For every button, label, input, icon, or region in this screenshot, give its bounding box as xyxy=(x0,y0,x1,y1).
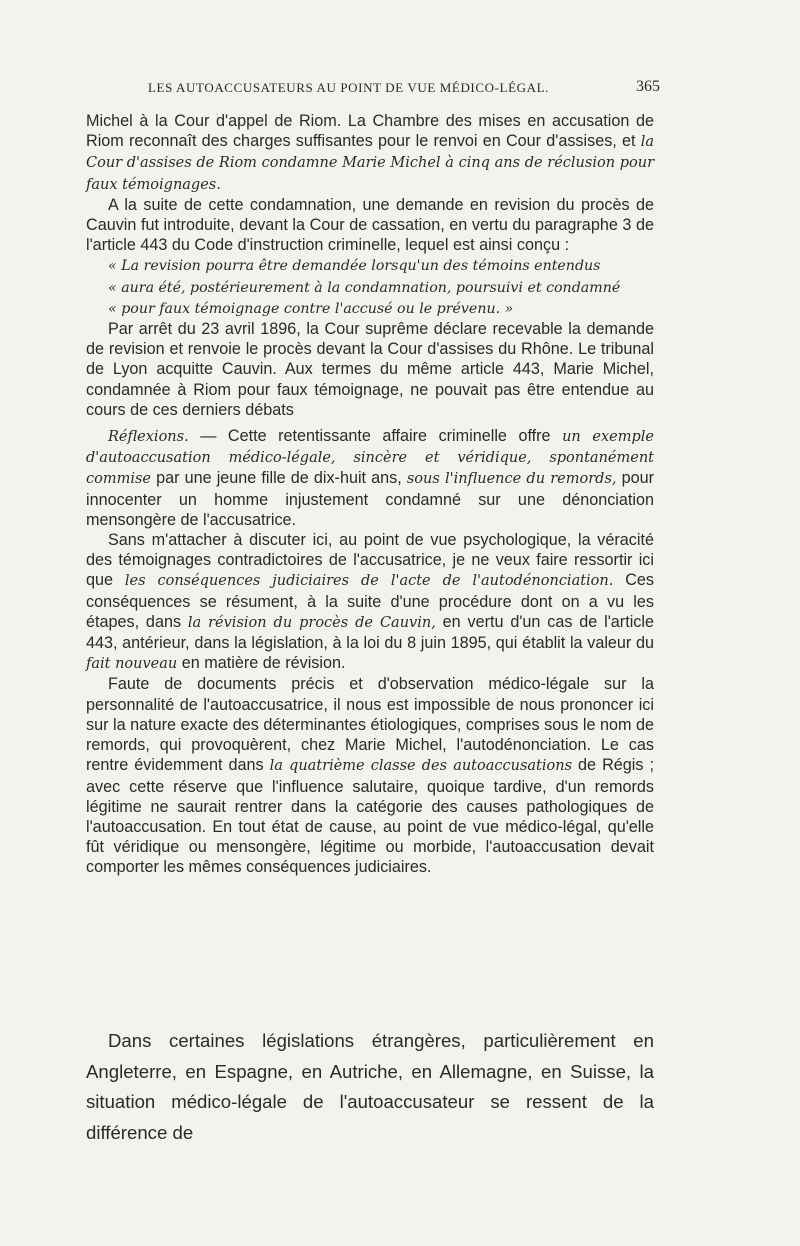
quote-line-3 xyxy=(86,298,654,319)
paragraph-6 xyxy=(86,674,654,877)
italic-run: « pour faux témoignage contre l'accusé ou le prévenu. » xyxy=(108,300,514,317)
text-run: de Régis ; avec cette réserve que l'influence salutaire, quoique tardive, d'un remords légitime ne saurait rentrer dans la catégorie des causes pathologiques de l'autoaccusation. En tout état de cause, au point de vue médico-légal, qu'elle fût véridique ou mensongère, légitime ou morbide, l'autoaccusation devait comporter les mêmes conséquences judiciaires. xyxy=(86,756,654,877)
italic-run: la Cour d'assises de Riom condamne Marie Michel à cinq ans de réclusion pour faux témoignages. xyxy=(86,134,654,193)
italic-run: « La revision pourra être demandée lorsqu'un des témoins entendus xyxy=(108,258,601,275)
text-run: en matière de révision. xyxy=(177,654,346,673)
paragraph-3 xyxy=(86,319,654,420)
text-run: Michel à la Cour d'appel de Riom. La Chambre des mises en accusation de Riom reconnaît des charges suffisantes pour le renvoi en Cour d'assises, et xyxy=(86,112,654,151)
next-section-text: Dans certaines législations étrangères, particulièrement en Angleterre, en Espagne, en Autriche, en Allemagne, en Suisse, la situation médico-légale de l'autoaccusateur se ressent de la différence de xyxy=(86,1030,654,1143)
italic-run: Réflexions. xyxy=(108,429,189,446)
text-run: Par arrêt du 23 avril 1896, la Cour suprême déclare recevable la demande de revision et renvoie le procès devant la Cour d'assises du Rhône. Le tribunal de Lyon acquitte Cauvin. Aux termes du même article 443, Marie Michel, condamnée à Riom pour faux témoignage, ne pouvait pas être entendue au cours de ces derniers débats xyxy=(86,320,654,419)
italic-run: « aura été, postérieurement à la condamnation, poursuivi et condamné xyxy=(108,279,621,296)
quote-line-1 xyxy=(86,255,654,276)
italic-run: sous l'influence du remords, xyxy=(406,471,617,488)
text-run: Sans m'attacher à discuter ici, au point de vue psychologique, la véracité des témoignages contradictoires de l'accusatrice, je ne veux faire ressortir ici que xyxy=(86,531,654,590)
text-run: en vertu d'un cas de l'article 443, antérieur, dans la législation, à la loi du 8 juin 1895, qui établit la valeur du xyxy=(86,612,654,653)
text-run: pour innocenter un homme injustement condamné sur une dénonciation mensongère de l'accusatrice. xyxy=(86,469,654,529)
paragraph-1 xyxy=(86,111,654,195)
italic-run: la révision du procès de Cauvin, xyxy=(187,614,436,631)
page-number: 365 xyxy=(636,78,660,95)
paragraph-5 xyxy=(86,530,654,674)
quote-line-2 xyxy=(86,277,654,298)
italic-run: fait nouveau xyxy=(86,656,178,673)
main-text xyxy=(86,111,654,878)
paragraph-2 xyxy=(86,195,654,256)
text-run: — Cette retentissante affaire criminelle offre xyxy=(188,427,563,446)
italic-run: un exemple d'autoaccusation médico-légale, sincère et véridique, spontanément commise xyxy=(86,429,654,488)
text-run: A la suite de cette condamnation, une demande en revision du procès de Cauvin fut introduite, devant la Cour de cassation, en vertu du paragraphe 3 de l'article 443 du Code d'instruction criminelle, lequel est ainsi conçu : xyxy=(86,195,654,255)
text-run: Faute de documents précis et d'observation médico-légale sur la personnalité de l'autoaccusatrice, il nous est impossible de nous prononcer ici sur la nature exacte des déterminantes étiologiques, comprises sous le nom de remords, qui provoquèrent, chez Marie Michel, l'autodénonciation. Le cas rentre évidemment dans xyxy=(86,675,654,775)
running-title: LES AUTOACCUSATEURS AU POINT DE VUE MÉDICO-LÉGAL. xyxy=(148,80,549,95)
paragraph-4 xyxy=(86,426,654,530)
text-run: Ces conséquences se résument, à la suite d'une procédure dont on a vu les étapes, dans xyxy=(86,571,654,631)
italic-run: la quatrième classe des autoaccusations xyxy=(269,758,573,775)
text-run: par une jeune fille de dix-huit ans, xyxy=(151,469,407,488)
italic-run: les conséquences judiciaires de l'acte de l'autodénonciation. xyxy=(124,573,614,590)
quotation xyxy=(86,255,654,319)
